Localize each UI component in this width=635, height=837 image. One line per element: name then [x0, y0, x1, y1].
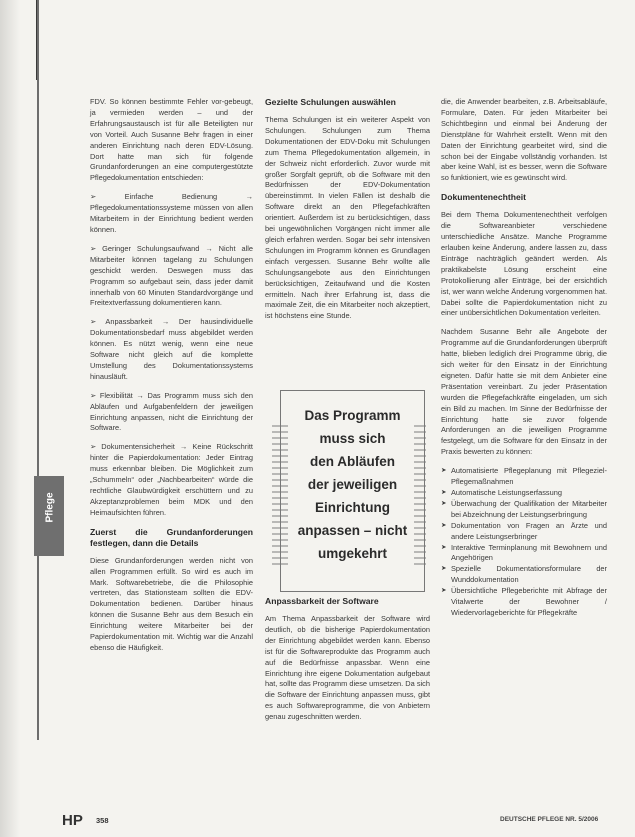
quote-line: anpassen – nicht: [297, 523, 408, 538]
requirement-flexibility: ➢ Flexibilität → Das Programm muss sich den Abläufen und Aufgabenfeldern der jeweiligen Einrichtung anpassen, nicht die Einrichtung der Software.: [90, 390, 253, 433]
pull-quote: [268, 390, 428, 590]
section-heading: Gezielte Schulungen auswählen: [265, 97, 396, 107]
quote-line: Das Programm: [304, 408, 401, 423]
requirements-list: [441, 466, 607, 619]
quote-line: der jeweiligen: [307, 477, 398, 492]
section-tab-label: Pflege: [44, 492, 56, 523]
column-2-lower: [265, 596, 430, 723]
issue-info: DEUTSCHE PFLEGE NR. 5/2006: [500, 816, 599, 823]
list-item: ➤ Spezielle Dokumentationsformulare der Wunddokumentation: [441, 564, 607, 586]
requirement-usability: ➢ Einfache Bedienung → Pflegedokumentationssysteme müssen von allen Mitarbeitern in der Einrichtung bedient werden können.: [90, 192, 253, 234]
quote-line: muss sich: [319, 431, 386, 446]
body-paragraph: die, die Anwender bearbeiten, z.B. Arbeitsabläufe, Formulare, Daten. Für jeden Mitarbeiter bei Schichtbeginn und einmal bei Änderung der Dienstpläne für Wahrheit erstellt. Wenn mit den Daten der Einrichtung gearbeitet wird, sind die schon bei der Eingabe vollständig vorhanden. Ist aber keine Wahl, ist es besser, wenn die Software so funktioniert, wie es gewünscht wird.: [441, 97, 607, 183]
list-item: ➤ Automatisierte Pflegeplanung mit Pflegeziel-Pflegemaßnahmen: [441, 466, 607, 488]
requirement-document-security: ➢ Dokumentensicherheit → Keine Rückschritt hinter die Papierdokumentation: Jeder Eintrag muss erkennbar bleiben. Die Möglichkeit zum „Schummeln“ oder „Nachbearbeiten“ würde die rechtliche Glaubwürdigkeit erschüttern und zu Akzeptanzproblemen beim MDK und den Heimaufsichten führen.: [90, 442, 253, 517]
body-paragraph: Am Thema Anpassbarkeit der Software wird deutlich, ob die bisherige Papierdokumentation der Einrichtung abgebildet werden kann. Ebenso ist für die Softwareprodukte das Programm auch auf die Bedürfnisse anpassbar. Wenn eine Einrichtung ihre eigene Dokumentation aufgebaut hat, sollte das Programm diese umsetzen. Da sich die Software der Einrichtung anpassen muss, gibt es auch Softwareprogramme, die von Anbietern genau zugeschnitten werden.: [265, 614, 430, 722]
column-1: [90, 97, 253, 654]
column-2: [265, 97, 430, 330]
section-heading: Anpassbarkeit der Software: [265, 596, 379, 606]
page-number: 358: [96, 816, 109, 825]
section-tab: [34, 476, 64, 556]
list-item: ➤ Überwachung der Qualifikation der Mitarbeiter bei Abzeichnung der Leistungserbringung: [441, 499, 607, 521]
list-item: ➤ Interaktive Terminplanung mit Bewohnern und Angehörigen: [441, 543, 607, 565]
quote-line: Einrichtung: [315, 500, 390, 515]
body-paragraph: Diese Grundanforderungen werden nicht von allen Programmen erfüllt. So wird es auch im Mark. Softwarebetriebe, die die Philosophie vertreten, das Stationsteam sollten die EDV-Dokumentation bedienen. Darüber hinaus können die Susanne Behr aus dem Besuch ein Einrichtung weitere Mitarbeiter bei der Papierdokumentation mit. Wichtig war die Anzahl ebenso die Häufigkeit.: [90, 555, 253, 652]
list-item: ➤ Automatische Leistungserfassung: [441, 488, 607, 499]
quote-line: den Abläufen: [309, 454, 395, 469]
column-3: [441, 97, 607, 619]
list-item: ➤ Dokumentation von Fragen an Ärzte und andere Leistungserbringer: [441, 521, 607, 543]
publication-logo: HP: [62, 812, 83, 829]
body-paragraph: Nachdem Susanne Behr alle Angebote der Programme auf die Grundanforderungen überprüft hatte, blieben lediglich drei Programme übrig, die sich weiter für den Einsatz in der Einrichtung eigneten. Dafür hatte sie mit dem Anbieter eine Präsentation vereinbart. Zu jeder Präsentation wurden die Pflegefachkräfte eingeladen, um sich ein Bild zu machen. Im Sinne der Bedürfnisse der Einrichtung hatte sie zuvor folgende Anforderungen an die jeweiligen Programme festgelegt, um die Software für den Einsatz in der Praxis bewerten zu können:: [441, 327, 607, 457]
margin-rule: [37, 0, 39, 740]
column-1-intro: FDV. So können bestimmte Fehler vor-gebeugt, ja vermieden werden – und der Erfahrungsaustausch ist für alle Beteiligten nur von Vorteil. Auch Susanne Behr fragen in einer anderen Einrichtung nach deren EDV-Lösung. Dort hatte man sich für folgende Grundanforderungen an eine computergestützte Pflegedokumentation entschieden:: [90, 97, 253, 183]
requirement-adaptability: ➢ Anpassbarkeit → Der hausindividuelle Dokumentationsbedarf muss abgebildet werden können. Es nützt wenig, wenn eine neue Software nicht gleich auf die komplette Umstellung des Dokumentationssystems hinausläuft.: [90, 317, 253, 381]
quote-text: [280, 404, 425, 565]
section-heading: Zuerst die Grundanforderungen festlegen, dann die Details: [90, 526, 253, 548]
quote-line: umgekehrt: [317, 546, 388, 561]
body-paragraph: Bei dem Thema Dokumentenechtheit verfolgen die Softwareanbieter verschiedene unterschiedliche Ansätze. Manche Programme erlauben keine Änderung, andere lassen zu, dass Einträge nachträglich geändert werden. Als praktikabelste Lösung erscheint eine Protokollierung aller Einträge, bei der ersichtlich ist, wer wann welche Änderung vorgenommen hat. Dabei sollte die Papierdokumentation nicht zu einer unübersichtlichen Dokumentation verleiten.: [441, 210, 607, 318]
page-edge-shadow: [0, 0, 20, 837]
requirement-training: ➢ Geringer Schulungsaufwand → Nicht alle Mitarbeiter können tagelang zu Schulungen geschickt werden. Deswegen muss das Programm so aufgebaut sein, dass jeder damit innerhalb von 60 Minuten Standardvorgänge und Freitextverfassung dokumentieren kann.: [90, 243, 253, 308]
list-item: ➤ Übersichtliche Pflegeberichte mit Abfrage der Vitalwerte der Bewohner / Wiedervorlageberichte für Pflegekräfte: [441, 586, 607, 619]
body-paragraph: Thema Schulungen ist ein weiterer Aspekt von Schulungen. Schulungen zum Thema Dokumentationen der EDV-Doku mit Schulungen zum Thema Pflegedokumentation allgemein, in der Schweiz nicht erforderlich. Zuvor wurde mit großer Sorgfalt geprüft, ob die Software mit den Bedürfnissen der EDV-Dokumentation übereinstimmt. In vielen Fällen ist deshalb die Software direkt an den Pflegefachkräften orientiert. Außerdem ist zu berücksichtigen, dass bei ungewöhnlichen Vorgängen nicht immer alle gleich erfahren werden. Sogar bei sehr intensiven Schulungen im Programm können es Grundlagen einfach vergessen. Susanne Behr wollte alle Schulungsangebote aus den Einrichtungen berücksichtigen, Zeitaufwand und die Kosten ermitteln. Nach ihrer Erfahrung ist, dass die maximale Zeit, die ein Mitarbeiter noch akzeptiert, ist höchstens eine Stunde.: [265, 115, 430, 321]
section-heading: Dokumentenechtheit: [441, 192, 526, 203]
